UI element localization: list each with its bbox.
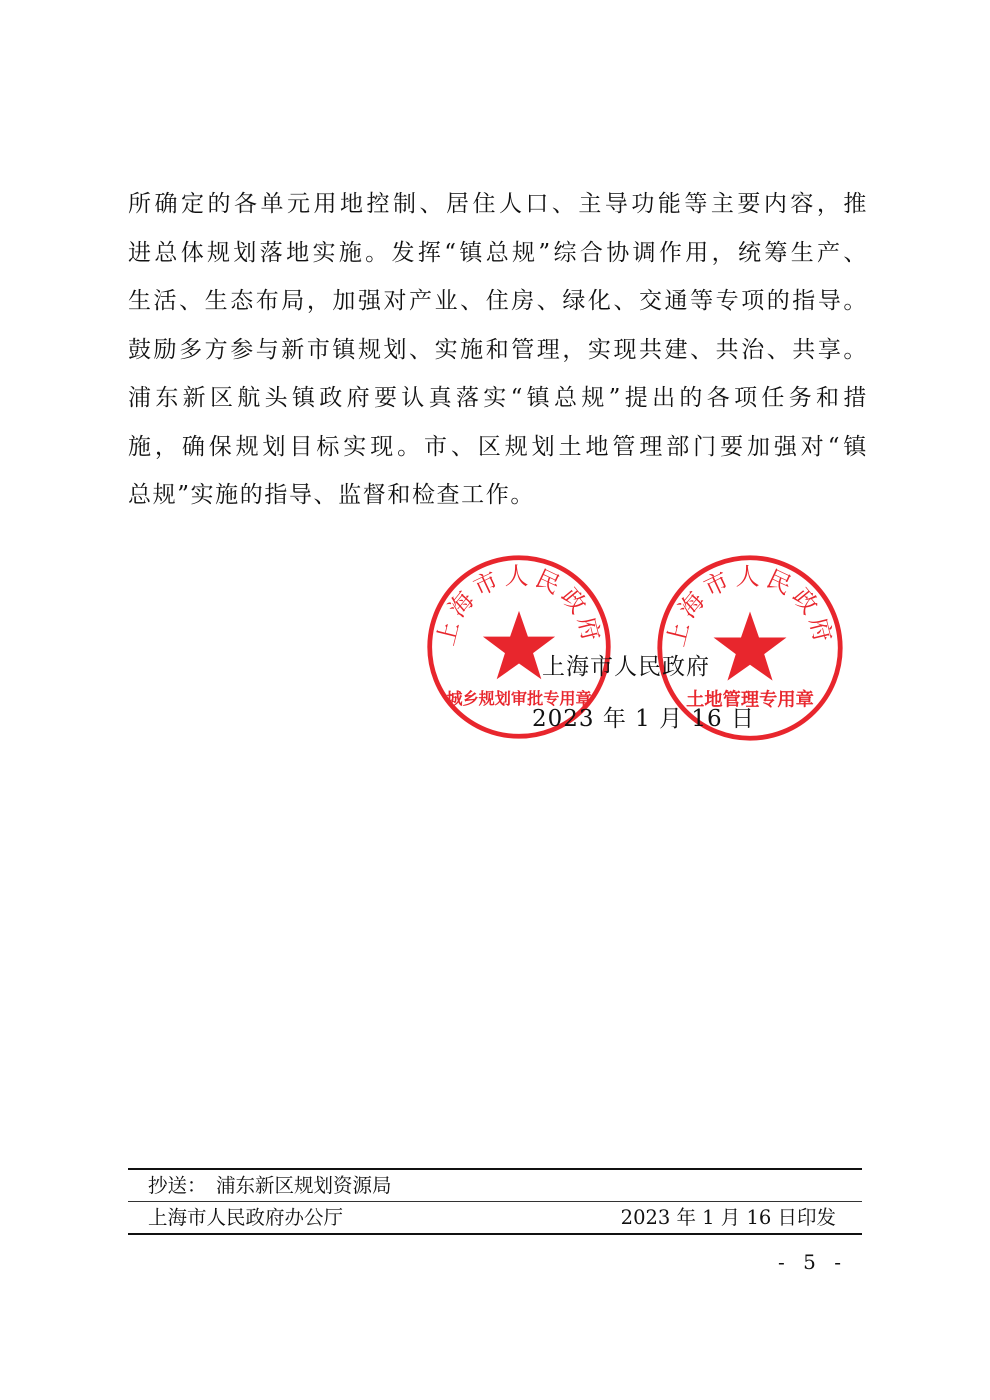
issue-row xyxy=(128,1202,862,1233)
body-line: 进总体规划落地实施。发挥“镇总规”综合协调作用，统筹生产、 xyxy=(128,239,868,266)
page-number: - 5 - xyxy=(778,1250,847,1274)
cc-recipient: 浦东新区规划资源局 xyxy=(216,1174,392,1197)
body-line: 所确定的各单元用地控制、居住人口、主导功能等主要内容，推 xyxy=(128,191,868,217)
issue-date: 2023 年 1 月 16 日印发 xyxy=(620,1206,836,1229)
body-line: 生活、生态布局，加强对产业、住房、绿化、交通等专项的指导。 xyxy=(128,288,868,314)
cc-row xyxy=(128,1170,862,1201)
seal-arc-text: 上海市人民政府 xyxy=(661,562,839,650)
distribution-footer xyxy=(128,1168,862,1235)
body-line: 施，确保规划目标实现。市、区规划土地管理部门要加强对“镇 xyxy=(128,433,868,460)
seal-bottom-text: 土地管理专用章 xyxy=(686,689,814,711)
signing-organization: 上海市人民政府 xyxy=(542,654,710,680)
seal-bottom-text: 城乡规划审批专用章 xyxy=(446,689,592,708)
body-line: 浦东新区航头镇政府要认真落实“镇总规”提出的各项任务和措 xyxy=(128,385,868,411)
issuing-office: 上海市人民政府办公厅 xyxy=(148,1206,344,1229)
footer-bottom-rule xyxy=(128,1233,862,1235)
body-line: 总规”实施的指导、监督和检查工作。 xyxy=(128,482,535,508)
body-paragraph xyxy=(128,180,868,520)
cc-label: 抄送： xyxy=(148,1174,207,1197)
seal-arc-text: 上海市人民政府 xyxy=(431,561,607,649)
star-icon xyxy=(714,612,787,681)
body-line: 鼓励多方参与新市镇规划、实施和管理，实现共建、共治、共享。 xyxy=(128,336,868,363)
signing-date: 2023 年 1 月 16 日 xyxy=(532,706,755,732)
